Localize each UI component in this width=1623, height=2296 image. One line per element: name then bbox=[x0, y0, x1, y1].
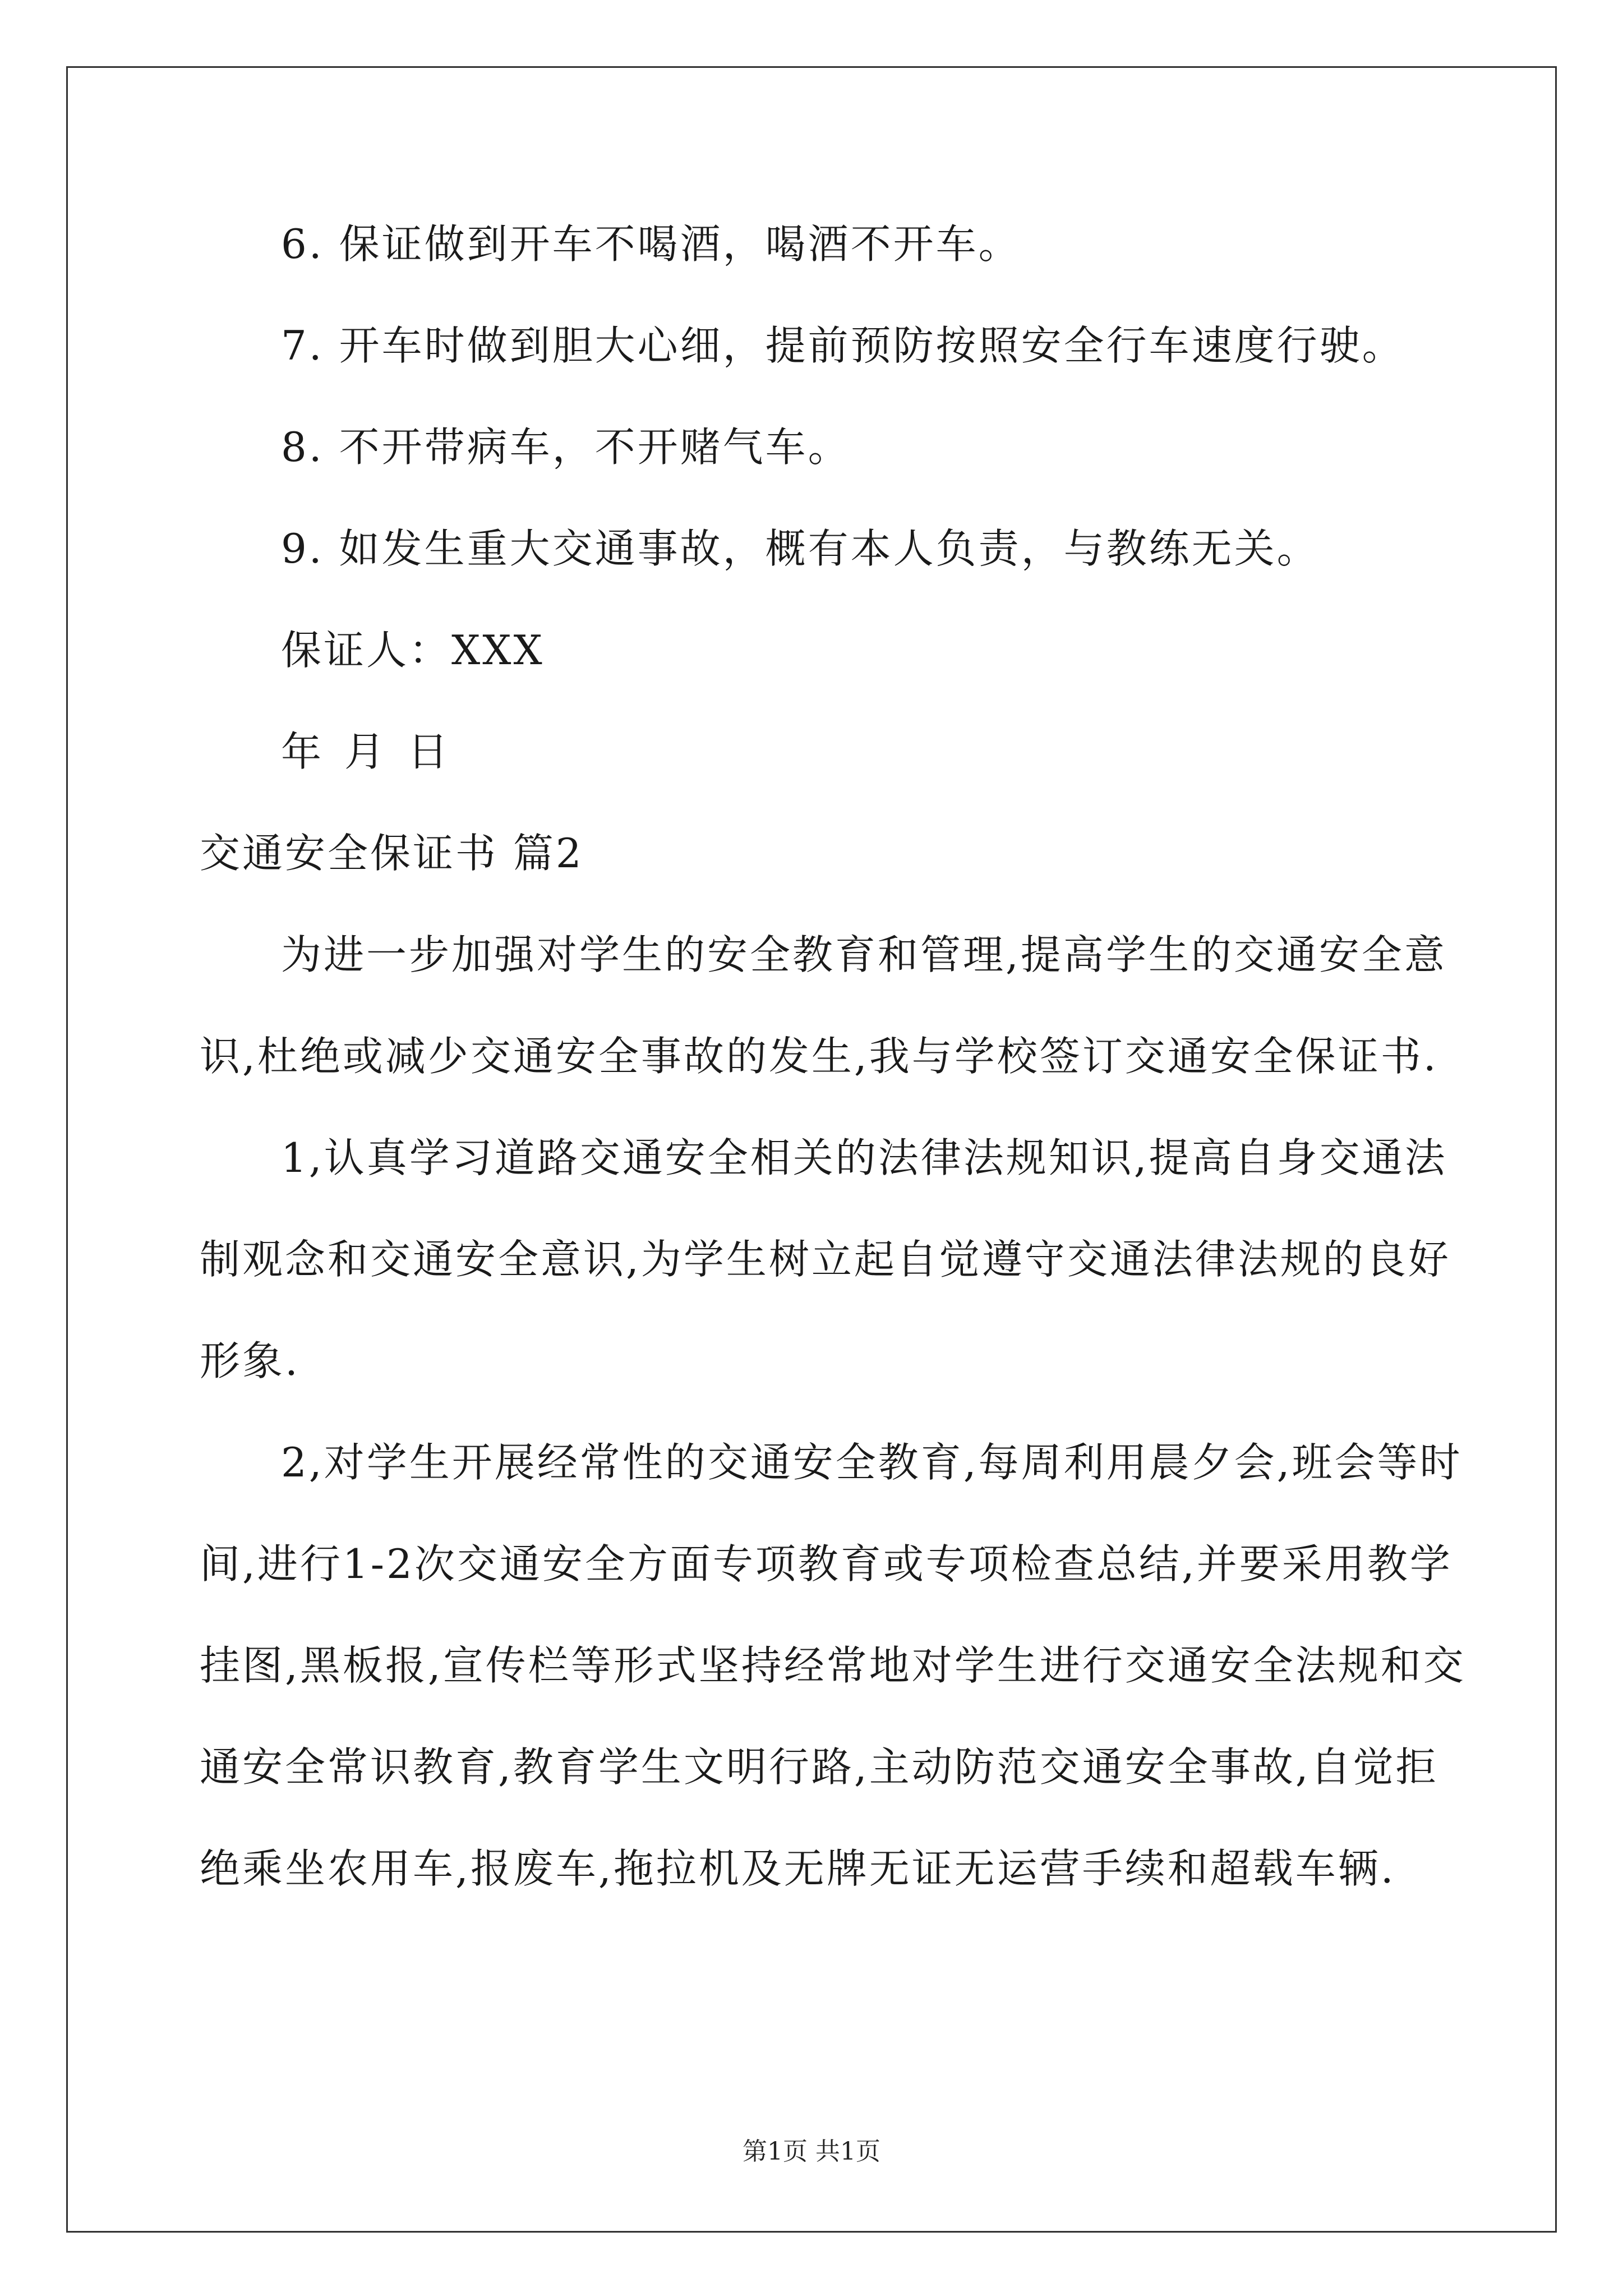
list-item: 7. 开车时做到胆大心细，提前预防按照安全行车速度行驶。 bbox=[281, 322, 1405, 369]
signer-line: 保证人：XXX bbox=[281, 627, 545, 674]
page-footer: 第1页 共1页 bbox=[743, 2137, 880, 2166]
paragraph-line: 为进一步加强对学生的安全教育和管理,提高学生的交通安全意 bbox=[281, 931, 1447, 978]
paragraph-line: 制观念和交通安全意识,为学生树立起自觉遵守交通法律法规的良好 bbox=[200, 1236, 1451, 1283]
paragraph-line: 绝乘坐农用车,报废车,拖拉机及无牌无证无运营手续和超载车辆. bbox=[200, 1845, 1396, 1892]
section-title: 交通安全保证书 篇2 bbox=[200, 830, 584, 877]
paragraph-line: 间,进行1-2次交通安全方面专项教育或专项检查总结,并要采用教学 bbox=[200, 1540, 1453, 1588]
list-item: 9. 如发生重大交通事故，概有本人负责，与教练无关。 bbox=[281, 525, 1320, 572]
list-item: 6. 保证做到开车不喝酒，喝酒不开车。 bbox=[281, 220, 1021, 268]
paragraph-line: 识,杜绝或减少交通安全事故的发生,我与学校签订交通安全保证书. bbox=[200, 1033, 1438, 1080]
list-item: 8. 不开带病车，不开赌气车。 bbox=[281, 424, 851, 471]
paragraph-line: 1,认真学习道路交通安全相关的法律法规知识,提高自身交通法 bbox=[281, 1134, 1447, 1181]
paragraph-line: 2,对学生开展经常性的交通安全教育,每周利用晨夕会,班会等时 bbox=[281, 1439, 1463, 1486]
paragraph-line: 挂图,黑板报,宣传栏等形式坚持经常地对学生进行交通安全法规和交 bbox=[200, 1642, 1466, 1689]
paragraph-line: 形象. bbox=[200, 1337, 300, 1384]
date-line: 年 月 日 bbox=[281, 728, 453, 775]
paragraph-line: 通安全常识教育,教育学生文明行路,主动防范交通安全事故,自觉拒 bbox=[200, 1743, 1438, 1791]
